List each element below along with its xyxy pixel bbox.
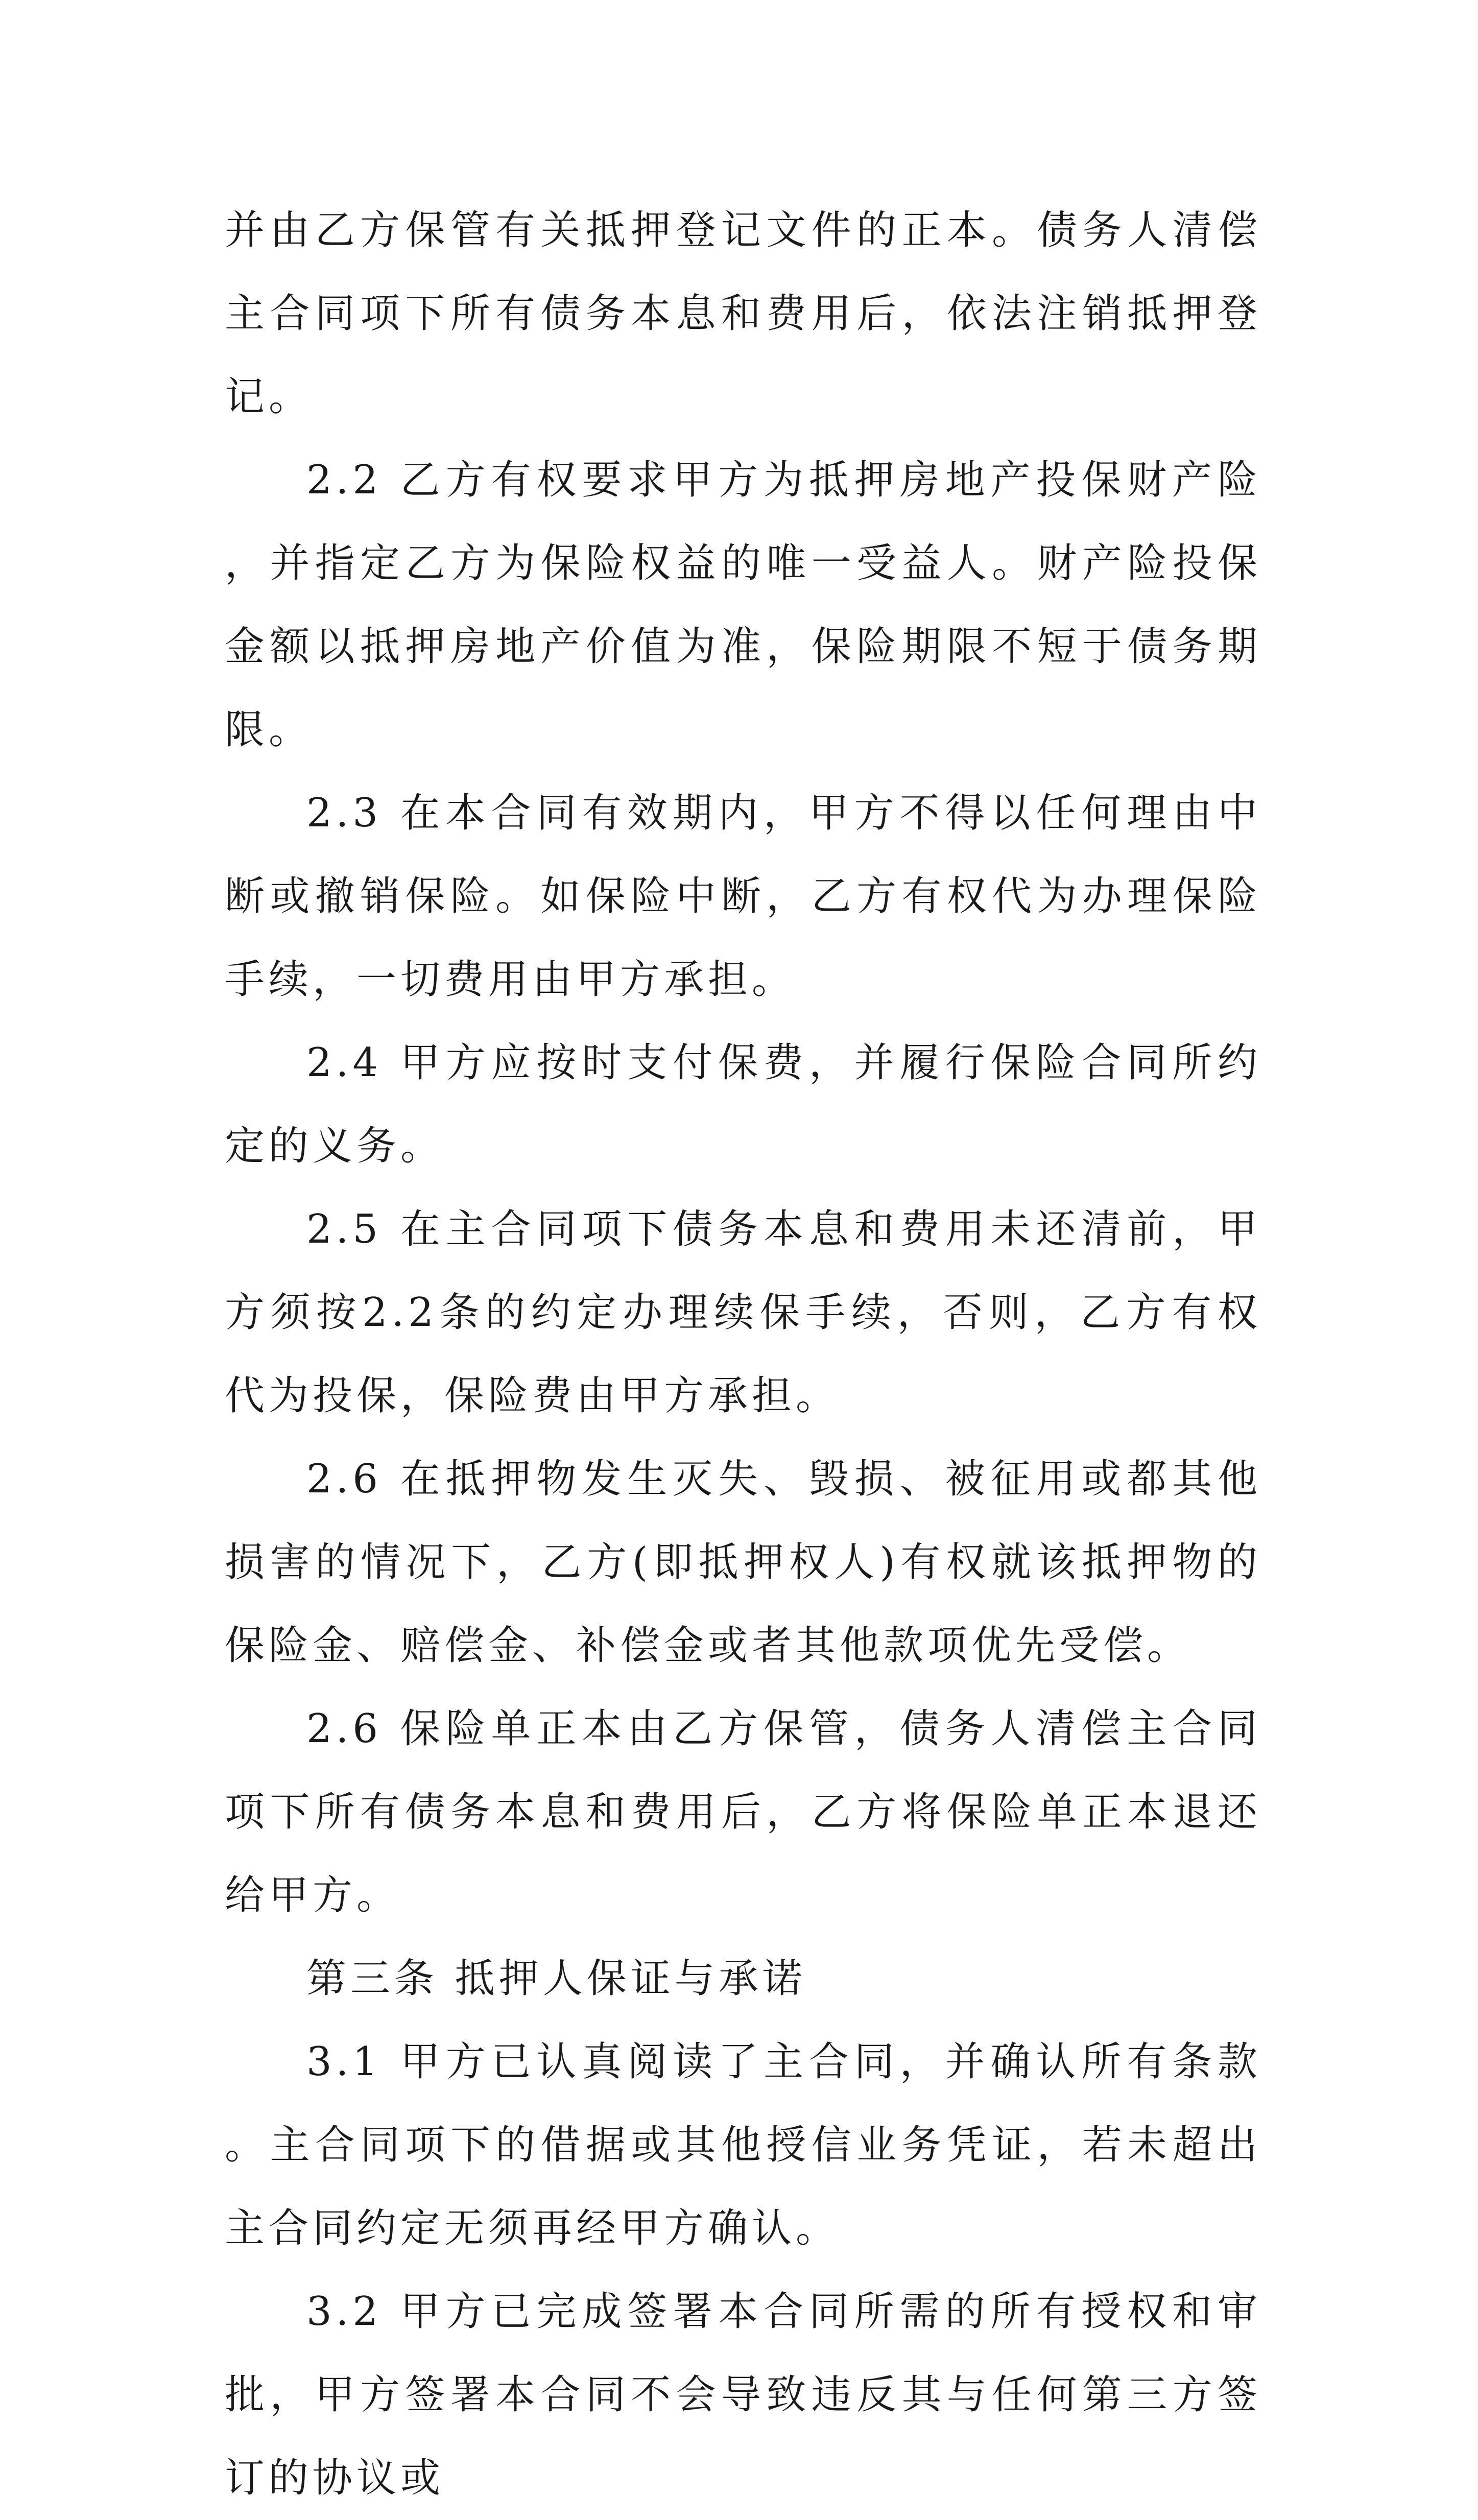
paragraph-continuation: 并由乙方保管有关抵押登记文件的正本。债务人清偿主合同项下所有债务本息和费用后，依法注销抵押登记。: [225, 207, 1261, 420]
clause-2-2: 2.2 乙方有权要求甲方为抵押房地产投保财产险，并指定乙方为保险权益的唯一受益人。财产险投保金额以抵押房地产价值为准，保险期限不短于债务期限。: [225, 457, 1261, 753]
clause-3-2: 3.2 甲方已完成签署本合同所需的所有授权和审批，甲方签署本合同不会导致违反其与任何第三方签订的协议或: [225, 2289, 1261, 2501]
clause-2-6-a: 2.6 在抵押物发生灭失、毁损、被征用或都其他损害的情况下，乙方(即抵押权人)有权就该抵押物的保险金、赔偿金、补偿金或者其他款项优先受偿。: [225, 1456, 1261, 1669]
clause-2-6-b: 2.6 保险单正本由乙方保管，债务人清偿主合同项下所有债务本息和费用后，乙方将保险单正本退还给甲方。: [225, 1706, 1261, 1918]
clause-2-3: 2.3 在本合同有效期内，甲方不得以任何理由中断或撤销保险。如保险中断，乙方有权代为办理保险手续，一切费用由甲方承担。: [225, 790, 1261, 1003]
clause-3-1: 3.1 甲方已认真阅读了主合同，并确认所有条款。主合同项下的借据或其他授信业务凭证，若未超出主合同约定无须再经甲方确认。: [225, 2039, 1261, 2251]
contract-body: [225, 189, 1261, 2520]
clause-2-5: 2.5 在主合同项下债务本息和费用未还清前，甲方须按2.2条的约定办理续保手续，否则，乙方有权代为投保，保险费由甲方承担。: [225, 1206, 1261, 1419]
article-3-heading: 第三条 抵押人保证与承诺: [306, 1956, 806, 2002]
clause-2-4: 2.4 甲方应按时支付保费，并履行保险合同所约定的义务。: [225, 1040, 1261, 1169]
